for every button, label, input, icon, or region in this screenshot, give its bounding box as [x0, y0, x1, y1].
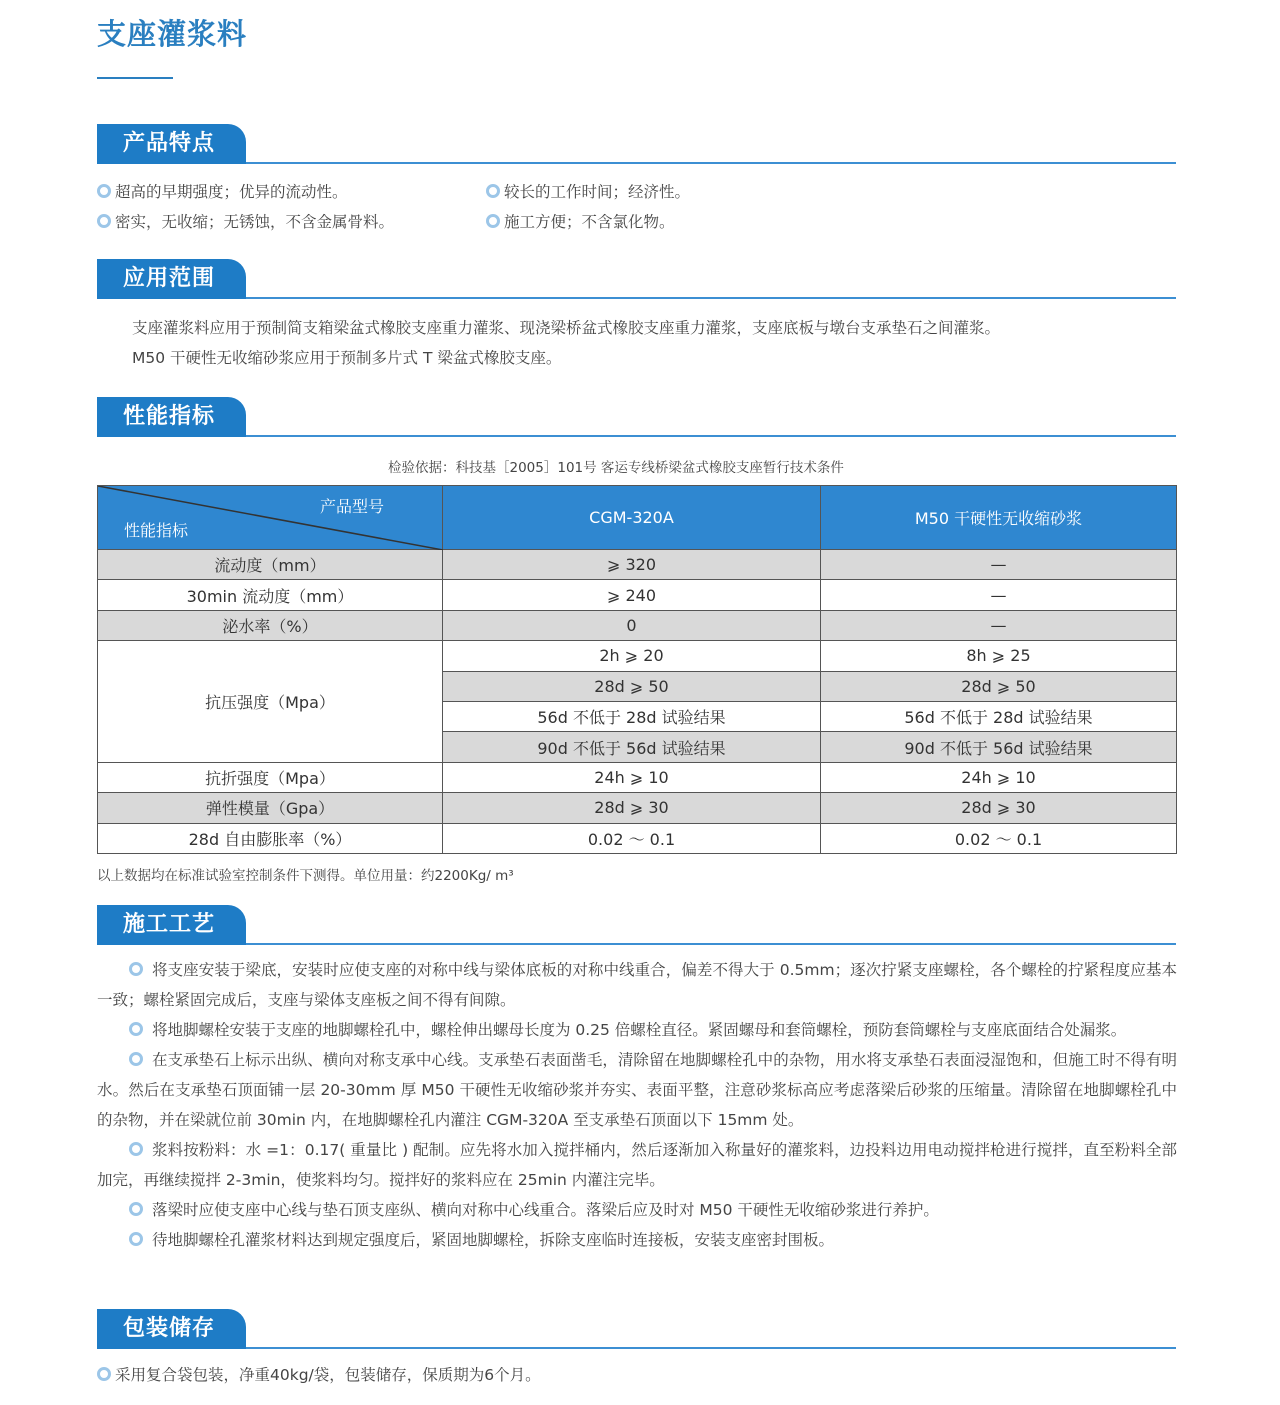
header-col1: CGM-320A [443, 486, 821, 550]
bullet-icon [129, 1142, 143, 1156]
bullet-icon [97, 214, 111, 228]
table-row: 28d ⩾ 50 28d ⩾ 50 [98, 671, 1177, 701]
test-basis: 检验依据：科技基［2005］101号 客运专线桥梁盆式橡胶支座暂行技术条件 [388, 460, 844, 476]
table-row: 泌水率（%） 0 — [98, 610, 1177, 640]
process-step: 将支座安装于梁底，安装时应使支座的对称中线与梁体底板的对称中线重合，偏差不得大于 0.5mm；逐次拧紧支座螺栓，各个螺栓的拧紧程度应基本一致；螺栓紧固完成后，支座与梁体支座板之间不得有间隙。 [97, 961, 1177, 1009]
feature-item: 较长的工作时间；经济性。 [486, 180, 690, 202]
table-note: 以上数据均在标准试验室控制条件下测得。单位用量：约2200Kg/ m³ [97, 868, 514, 884]
bullet-icon [129, 962, 143, 976]
section-performance [97, 397, 1176, 437]
header-diagonal-cell [98, 486, 443, 550]
section-process [97, 905, 1176, 945]
feature-item: 施工方便；不含氯化物。 [486, 210, 675, 232]
packaging-item: 采用复合袋包装，净重40kg/袋，包装储存，保质期为6个月。 [97, 1363, 541, 1385]
bullet-icon [486, 184, 500, 198]
section-packaging [97, 1309, 1176, 1349]
page-title: 支座灌浆料 [97, 17, 248, 51]
title-underline [97, 77, 173, 79]
process-step: 浆料按粉料：水 =1：0.17( 重量比 ) 配制。应先将水加入搅拌桶内，然后逐渐加入称量好的灌浆料，边投料边用电动搅拌枪进行搅拌，直至粉料全部加完，再继续搅拌 2-3min，使浆料均匀。搅拌好的浆料应在 25min 内灌注完毕。 [97, 1141, 1177, 1189]
scope-line: 支座灌浆料应用于预制简支箱梁盆式橡胶支座重力灌浆、现浇梁桥盆式橡胶支座重力灌浆，支座底板与墩台支承垫石之间灌浆。 [132, 319, 1001, 337]
feature-item: 密实，无收缩；无锈蚀，不含金属骨料。 [97, 210, 394, 232]
process-step: 待地脚螺栓孔灌浆材料达到规定强度后，紧固地脚螺栓，拆除支座临时连接板，安装支座密封围板。 [97, 1225, 1177, 1255]
bullet-icon [129, 1232, 143, 1246]
process-steps [97, 955, 1177, 1255]
process-step: 将地脚螺栓安装于支座的地脚螺栓孔中，螺栓伸出螺母长度为 0.25 倍螺栓直径。紧固螺母和套筒螺栓，预防套筒螺栓与支座底面结合处漏浆。 [97, 1015, 1177, 1045]
table-row: 90d 不低于 56d 试验结果 90d 不低于 56d 试验结果 [98, 732, 1177, 762]
performance-table [97, 485, 1177, 854]
bullet-icon [97, 1367, 111, 1381]
bullet-icon [129, 1022, 143, 1036]
section-title: 施工工艺 [97, 905, 246, 945]
bullet-icon [486, 214, 500, 228]
section-title: 性能指标 [97, 397, 246, 437]
section-features [97, 124, 1176, 164]
header-col2: M50 干硬性无收缩砂浆 [821, 486, 1177, 550]
table-row: 弹性模量（Gpa） 28d ⩾ 30 28d ⩾ 30 [98, 793, 1177, 823]
section-scope [97, 259, 1176, 299]
section-title: 应用范围 [97, 259, 246, 299]
scope-line: M50 干硬性无收缩砂浆应用于预制多片式 T 梁盆式橡胶支座。 [132, 349, 562, 367]
section-title: 包装储存 [97, 1309, 246, 1349]
header-model-label: 产品型号 [319, 497, 384, 516]
bullet-icon [97, 184, 111, 198]
bullet-icon [129, 1202, 143, 1216]
bullet-icon [129, 1052, 143, 1066]
table-row: 56d 不低于 28d 试验结果 56d 不低于 28d 试验结果 [98, 701, 1177, 731]
table-row: 30min 流动度（mm） ⩾ 240 — [98, 580, 1177, 610]
table-row: 抗折强度（Mpa） 24h ⩾ 10 24h ⩾ 10 [98, 762, 1177, 792]
process-step: 落梁时应使支座中心线与垫石顶支座纵、横向对称中心线重合。落梁后应及时对 M50 干硬性无收缩砂浆进行养护。 [97, 1195, 1177, 1225]
table-row: 28d 自由膨胀率（%） 0.02 ～ 0.1 0.02 ～ 0.1 [98, 823, 1177, 853]
process-step: 在支承垫石上标示出纵、横向对称支承中心线。支承垫石表面凿毛，清除留在地脚螺栓孔中的杂物，用水将支承垫石表面浸湿饱和，但施工时不得有明水。然后在支承垫石顶面铺一层 20-30mm 厚 M50 干硬性无收缩砂浆并夯实、表面平整，注意砂浆标高应考虑落梁后砂浆的压缩量。清除留在地脚螺栓孔中的杂物，并在梁就位前 30min 内，在地脚螺栓孔内灌注 CGM-320A 至支承垫石顶面以下 15mm 处。 [97, 1051, 1177, 1129]
feature-item: 超高的早期强度；优异的流动性。 [97, 180, 348, 202]
section-title: 产品特点 [97, 124, 246, 164]
table-row: 流动度（mm） ⩾ 320 — [98, 550, 1177, 580]
table-row: 抗压强度（Mpa） 2h ⩾ 20 8h ⩾ 25 [98, 641, 1177, 671]
header-index-label: 性能指标 [124, 521, 189, 540]
